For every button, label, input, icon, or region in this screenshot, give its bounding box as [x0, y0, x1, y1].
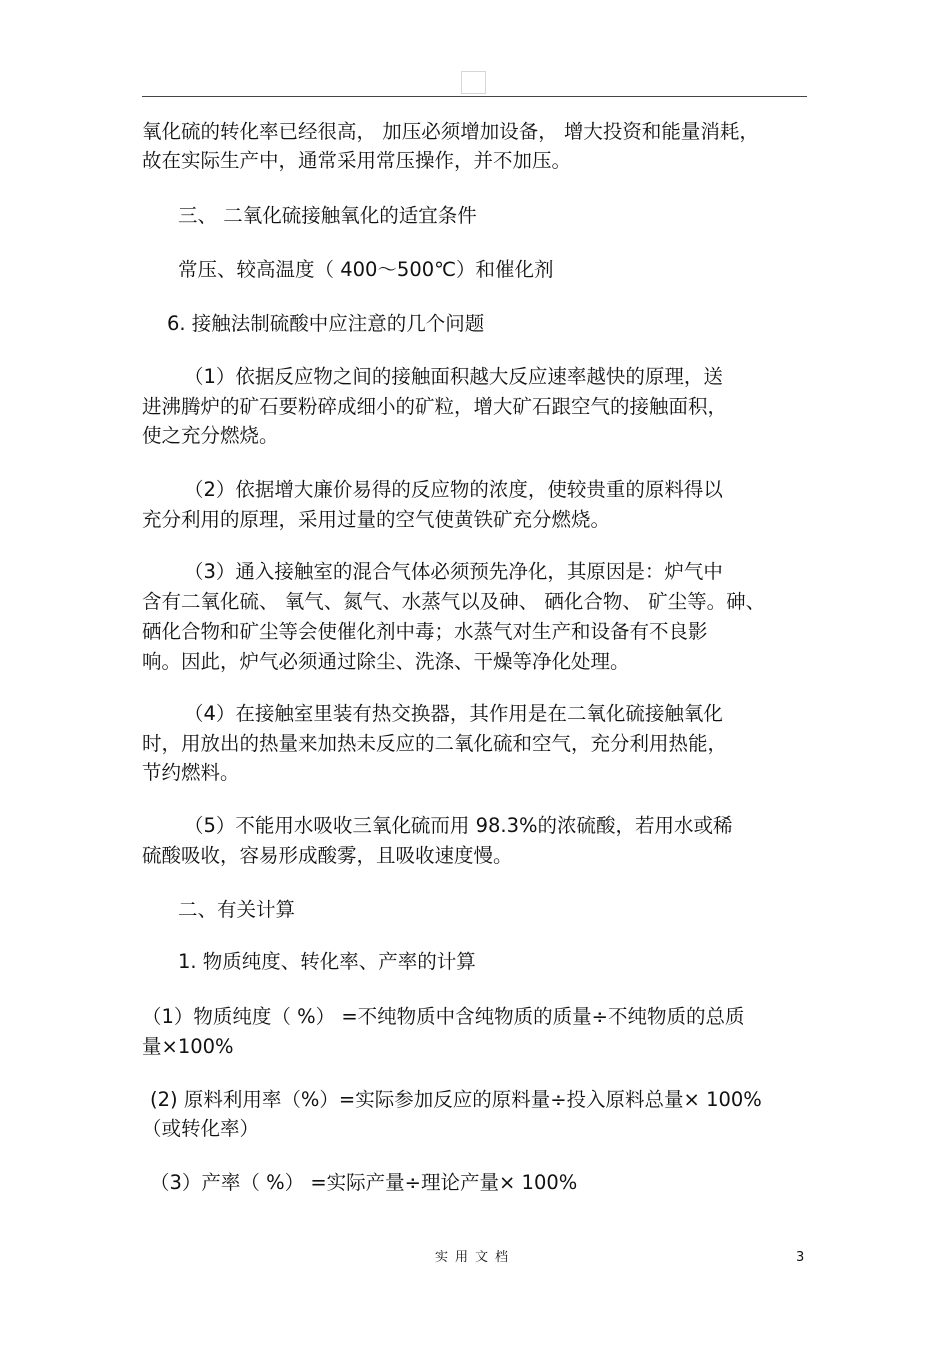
text-line: 量×100%: [142, 1035, 234, 1058]
text-line: （1）物质纯度（ %） =不纯物质中含纯物质的质量÷不纯物质的总质: [142, 1005, 745, 1028]
text-line: 充分利用的原理，采用过量的空气使黄铁矿充分燃烧。: [142, 508, 611, 531]
text-line: 氧化硫的转化率已经很高， 加压必须增加设备， 增大投资和能量消耗，: [142, 120, 759, 143]
header-rule: [142, 96, 807, 97]
header-mark: [461, 71, 486, 94]
text-line: （或转化率）: [142, 1117, 260, 1140]
text-line: 含有二氧化硫、 氧气、氮气、水蒸气以及砷、 硒化合物、 矿尘等。砷、: [142, 590, 766, 613]
text-line: （5）不能用水吸收三氧化硫而用 98.3%的浓硫酸，若用水或稀: [184, 814, 733, 837]
subsection-heading: 1. 物质纯度、转化率、产率的计算: [178, 950, 476, 973]
text-line: （1）依据反应物之间的接触面积越大反应速率越快的原理，送: [184, 365, 723, 388]
text-line: （3）产率（ %） =实际产量÷理论产量× 100%: [150, 1171, 578, 1194]
text-line: 进沸腾炉的矿石要粉碎成细小的矿粒，增大矿石跟空气的接触面积，: [142, 395, 728, 418]
text-line: 常压、较高温度（ 400～500℃）和催化剂: [178, 258, 554, 281]
text-line: 节约燃料。: [142, 761, 240, 784]
text-line: （2）依据增大廉价易得的反应物的浓度，使较贵重的原料得以: [184, 478, 723, 501]
page-number: 3: [796, 1250, 805, 1265]
text-line: 硒化合物和矿尘等会使催化剂中毒；水蒸气对生产和设备有不良影: [142, 620, 708, 643]
footer-text: 实用文档: [434, 1250, 515, 1265]
text-line: 响。因此，炉气必须通过除尘、洗涤、干燥等净化处理。: [142, 650, 630, 673]
text-line: 故在实际生产中，通常采用常压操作，并不加压。: [142, 149, 572, 172]
section-heading: 二、有关计算: [178, 898, 296, 921]
section-heading: 三、 二氧化硫接触氧化的适宜条件: [178, 204, 477, 227]
text-line: 使之充分燃烧。: [142, 424, 279, 447]
text-line: 硫酸吸收，容易形成酸雾，且吸收速度慢。: [142, 844, 513, 867]
subsection-heading: 6. 接触法制硫酸中应注意的几个问题: [167, 312, 485, 335]
text-line: (2) 原料利用率（%）=实际参加反应的原料量÷投入原料总量× 100%: [150, 1088, 762, 1111]
text-line: （4）在接触室里装有热交换器，其作用是在二氧化硫接触氧化: [184, 702, 723, 725]
text-line: 时，用放出的热量来加热未反应的二氧化硫和空气，充分利用热能，: [142, 732, 728, 755]
text-line: （3）通入接触室的混合气体必须预先净化，其原因是：炉气中: [184, 560, 723, 583]
